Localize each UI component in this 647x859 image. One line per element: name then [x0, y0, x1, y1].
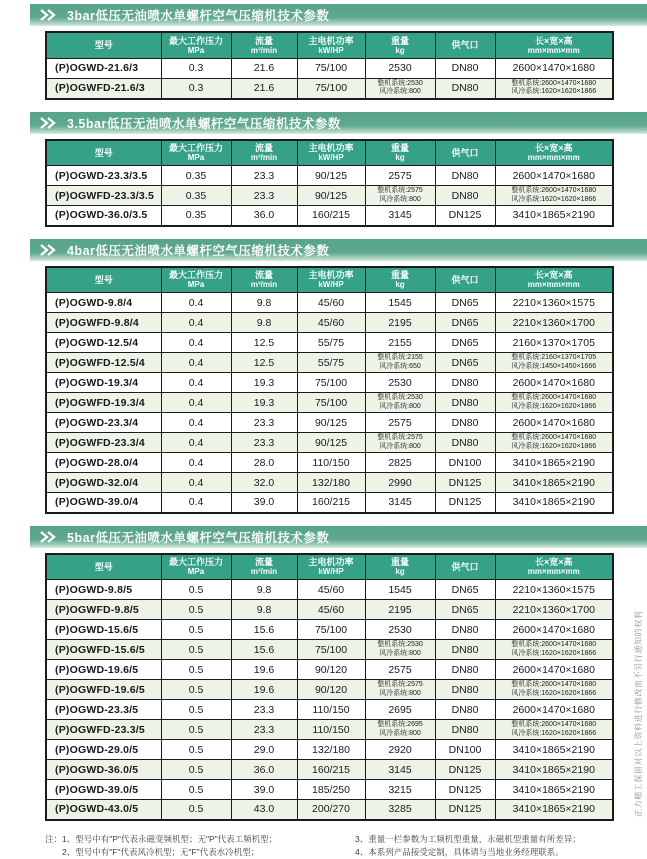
- spec-table: [45, 139, 614, 227]
- table-row: [46, 580, 613, 600]
- table-row: [46, 680, 613, 700]
- column-header-model: 型号: [46, 554, 161, 580]
- cell-dimensions: 整机系统:2160×1370×1705 风冷系统:1450×1450×1666: [495, 353, 613, 373]
- cell-weight: 2195: [365, 600, 435, 620]
- cell-motor-power: 160/215: [297, 206, 365, 226]
- cell-air-outlet: DN80: [435, 78, 495, 99]
- cell-weight: 整机系统:2575 风冷系统:800: [365, 680, 435, 700]
- table-row: [46, 660, 613, 680]
- column-header-motor-power: 主电机功率 kW/HP: [297, 32, 365, 58]
- chevron-icon: [39, 9, 57, 21]
- cell-dimensions: 整机系统:2600×1470×1680 风冷系统:1620×1620×1866: [495, 186, 613, 206]
- table-row: [46, 640, 613, 660]
- table-row: [46, 760, 613, 780]
- column-header-air-outlet: 供气口: [435, 140, 495, 166]
- section-title-bar: [30, 112, 647, 134]
- column-header-motor-power: 主电机功率 kW/HP: [297, 554, 365, 580]
- notes-prefix: 注：: [45, 833, 63, 844]
- table-row: [46, 166, 613, 186]
- cell-weight: 2825: [365, 453, 435, 473]
- cell-max-pressure: 0.5: [161, 680, 231, 700]
- cell-max-pressure: 0.5: [161, 580, 231, 600]
- table-row: [46, 780, 613, 800]
- cell-model: (P)OGWD-28.0/4: [46, 453, 161, 473]
- cell-weight: 3285: [365, 800, 435, 820]
- spec-section: [0, 112, 647, 227]
- cell-max-pressure: 0.5: [161, 720, 231, 740]
- cell-weight: 2695: [365, 700, 435, 720]
- cell-flow: 9.8: [231, 313, 297, 333]
- cell-dimensions: 整机系统:2600×1470×1680 风冷系统:1620×1620×1866: [495, 720, 613, 740]
- cell-weight: 1545: [365, 580, 435, 600]
- section-title: 4bar低压无油喷水单螺杆空气压缩机技术参数: [67, 243, 330, 258]
- table-row: [46, 433, 613, 453]
- column-header-model: 型号: [46, 267, 161, 293]
- cell-motor-power: 132/180: [297, 473, 365, 493]
- cell-dimensions: 3410×1865×2190: [495, 780, 613, 800]
- cell-dimensions: 3410×1865×2190: [495, 493, 613, 513]
- cell-air-outlet: DN80: [435, 700, 495, 720]
- cell-motor-power: 110/150: [297, 453, 365, 473]
- section-title-bar: [30, 4, 647, 26]
- column-header-air-outlet: 供气口: [435, 554, 495, 580]
- column-header-weight: 重量 kg: [365, 554, 435, 580]
- cell-motor-power: 200/270: [297, 800, 365, 820]
- cell-model: (P)OGWFD-23.3/3.5: [46, 186, 161, 206]
- cell-max-pressure: 0.4: [161, 293, 231, 313]
- cell-max-pressure: 0.4: [161, 413, 231, 433]
- cell-model: (P)OGWFD-15.6/5: [46, 640, 161, 660]
- cell-max-pressure: 0.5: [161, 700, 231, 720]
- cell-model: (P)OGWFD-9.8/5: [46, 600, 161, 620]
- cell-max-pressure: 0.5: [161, 780, 231, 800]
- cell-flow: 9.8: [231, 580, 297, 600]
- cell-model: (P)OGWD-23.3/3.5: [46, 166, 161, 186]
- cell-motor-power: 160/215: [297, 760, 365, 780]
- cell-flow: 36.0: [231, 206, 297, 226]
- cell-air-outlet: DN80: [435, 373, 495, 393]
- note-item: 3、重量一栏参数为工频机型重量，永磁机型重量有所差异；: [355, 833, 581, 844]
- section-title-bar: [30, 239, 647, 261]
- cell-model: (P)OGWD-21.6/3: [46, 58, 161, 78]
- cell-weight: 整机系统:2155 风冷系统:650: [365, 353, 435, 373]
- cell-air-outlet: DN80: [435, 640, 495, 660]
- cell-dimensions: 2210×1360×1575: [495, 580, 613, 600]
- cell-flow: 19.3: [231, 373, 297, 393]
- cell-max-pressure: 0.3: [161, 78, 231, 99]
- cell-flow: 39.0: [231, 780, 297, 800]
- column-header-dimensions: 长×宽×高 mm×mm×mm: [495, 140, 613, 166]
- cell-motor-power: 90/125: [297, 413, 365, 433]
- cell-model: (P)OGWD-29.0/5: [46, 740, 161, 760]
- cell-weight: 2920: [365, 740, 435, 760]
- cell-flow: 32.0: [231, 473, 297, 493]
- cell-air-outlet: DN80: [435, 620, 495, 640]
- cell-flow: 39.0: [231, 493, 297, 513]
- cell-motor-power: 75/100: [297, 640, 365, 660]
- cell-motor-power: 45/60: [297, 580, 365, 600]
- cell-motor-power: 75/100: [297, 393, 365, 413]
- cell-weight: 2990: [365, 473, 435, 493]
- section-title-bar: [30, 526, 647, 548]
- cell-max-pressure: 0.35: [161, 186, 231, 206]
- spec-section: [0, 526, 647, 821]
- cell-dimensions: 2210×1360×1700: [495, 313, 613, 333]
- chevron-icon: [39, 244, 57, 256]
- cell-motor-power: 132/180: [297, 740, 365, 760]
- vertical-disclaimer-text: 正力精工保留对以上资料进行修改而不另行通知的权利: [634, 610, 643, 817]
- header-row: [46, 267, 613, 293]
- cell-flow: 21.6: [231, 58, 297, 78]
- cell-motor-power: 90/125: [297, 433, 365, 453]
- column-header-max-pressure: 最大工作压力 MPa: [161, 554, 231, 580]
- cell-air-outlet: DN80: [435, 720, 495, 740]
- table-row: [46, 373, 613, 393]
- cell-max-pressure: 0.35: [161, 206, 231, 226]
- cell-flow: 23.3: [231, 186, 297, 206]
- cell-motor-power: 185/250: [297, 780, 365, 800]
- cell-max-pressure: 0.4: [161, 393, 231, 413]
- cell-dimensions: 整机系统:2600×1470×1680 风冷系统:1620×1620×1866: [495, 640, 613, 660]
- cell-model: (P)OGWD-43.0/5: [46, 800, 161, 820]
- cell-model: (P)OGWD-36.0/3.5: [46, 206, 161, 226]
- table-row: [46, 800, 613, 820]
- cell-max-pressure: 0.4: [161, 493, 231, 513]
- table-row: [46, 720, 613, 740]
- table-row: [46, 78, 613, 99]
- cell-model: (P)OGWFD-23.3/5: [46, 720, 161, 740]
- column-header-flow: 流量 m³/min: [231, 32, 297, 58]
- cell-air-outlet: DN125: [435, 760, 495, 780]
- note-item: 4、本系列产品接受定制，具体请与当地业务经理联系。: [355, 846, 564, 857]
- cell-flow: 12.5: [231, 333, 297, 353]
- cell-air-outlet: DN65: [435, 333, 495, 353]
- cell-max-pressure: 0.5: [161, 600, 231, 620]
- table-row: [46, 313, 613, 333]
- column-header-weight: 重量 kg: [365, 140, 435, 166]
- cell-motor-power: 55/75: [297, 353, 365, 373]
- table-row: [46, 413, 613, 433]
- cell-model: (P)OGWD-36.0/5: [46, 760, 161, 780]
- cell-dimensions: 2210×1360×1575: [495, 293, 613, 313]
- cell-motor-power: 90/125: [297, 166, 365, 186]
- cell-flow: 9.8: [231, 600, 297, 620]
- table-row: [46, 293, 613, 313]
- table-row: [46, 740, 613, 760]
- cell-motor-power: 110/150: [297, 720, 365, 740]
- cell-max-pressure: 0.5: [161, 760, 231, 780]
- cell-motor-power: 75/100: [297, 620, 365, 640]
- spec-section: [0, 239, 647, 514]
- cell-air-outlet: DN65: [435, 580, 495, 600]
- cell-model: (P)OGWFD-23.3/4: [46, 433, 161, 453]
- cell-air-outlet: DN65: [435, 600, 495, 620]
- cell-weight: 3215: [365, 780, 435, 800]
- cell-dimensions: 2600×1470×1680: [495, 660, 613, 680]
- cell-dimensions: 2160×1370×1705: [495, 333, 613, 353]
- cell-weight: 2155: [365, 333, 435, 353]
- column-header-air-outlet: 供气口: [435, 267, 495, 293]
- column-header-model: 型号: [46, 32, 161, 58]
- cell-weight: 3145: [365, 760, 435, 780]
- note-item: 2、型号中有"F"代表风冷机型；无"F"代表水冷机型；: [62, 846, 260, 857]
- cell-motor-power: 45/60: [297, 293, 365, 313]
- cell-flow: 12.5: [231, 353, 297, 373]
- cell-dimensions: 2600×1470×1680: [495, 166, 613, 186]
- table-row: [46, 620, 613, 640]
- cell-model: (P)OGWFD-19.3/4: [46, 393, 161, 413]
- table-row: [46, 58, 613, 78]
- cell-air-outlet: DN80: [435, 413, 495, 433]
- cell-weight: 2530: [365, 58, 435, 78]
- cell-dimensions: 3410×1865×2190: [495, 453, 613, 473]
- cell-model: (P)OGWD-39.0/5: [46, 780, 161, 800]
- cell-air-outlet: DN65: [435, 293, 495, 313]
- cell-model: (P)OGWD-9.8/5: [46, 580, 161, 600]
- spec-table: [45, 31, 614, 100]
- cell-flow: 29.0: [231, 740, 297, 760]
- cell-dimensions: 3410×1865×2190: [495, 800, 613, 820]
- cell-flow: 28.0: [231, 453, 297, 473]
- cell-dimensions: 2600×1470×1680: [495, 700, 613, 720]
- cell-max-pressure: 0.5: [161, 800, 231, 820]
- sections: [0, 4, 647, 821]
- column-header-air-outlet: 供气口: [435, 32, 495, 58]
- cell-dimensions: 3410×1865×2190: [495, 740, 613, 760]
- cell-air-outlet: DN65: [435, 313, 495, 333]
- cell-motor-power: 45/60: [297, 600, 365, 620]
- cell-weight: 2195: [365, 313, 435, 333]
- spec-section: [0, 4, 647, 100]
- cell-flow: 23.3: [231, 166, 297, 186]
- cell-model: (P)OGWD-9.8/4: [46, 293, 161, 313]
- cell-flow: 23.3: [231, 413, 297, 433]
- cell-air-outlet: DN80: [435, 58, 495, 78]
- cell-weight: 2530: [365, 620, 435, 640]
- chevron-icon: [39, 117, 57, 129]
- cell-weight: 整机系统:2695 风冷系统:800: [365, 720, 435, 740]
- cell-dimensions: 3410×1865×2190: [495, 473, 613, 493]
- cell-max-pressure: 0.5: [161, 640, 231, 660]
- cell-max-pressure: 0.3: [161, 58, 231, 78]
- cell-max-pressure: 0.4: [161, 373, 231, 393]
- spec-table: [45, 266, 614, 514]
- section-title: 3.5bar低压无油喷水单螺杆空气压缩机技术参数: [67, 116, 341, 131]
- cell-motor-power: 55/75: [297, 333, 365, 353]
- cell-dimensions: 2210×1360×1700: [495, 600, 613, 620]
- cell-air-outlet: DN125: [435, 800, 495, 820]
- cell-max-pressure: 0.4: [161, 433, 231, 453]
- cell-air-outlet: DN125: [435, 206, 495, 226]
- cell-model: (P)OGWD-23.3/4: [46, 413, 161, 433]
- table-row: [46, 473, 613, 493]
- cell-weight: 3145: [365, 206, 435, 226]
- cell-weight: 2530: [365, 373, 435, 393]
- table-row: [46, 186, 613, 206]
- cell-model: (P)OGWFD-12.5/4: [46, 353, 161, 373]
- cell-model: (P)OGWFD-21.6/3: [46, 78, 161, 99]
- spec-table: [45, 553, 614, 821]
- column-header-max-pressure: 最大工作压力 MPa: [161, 140, 231, 166]
- cell-dimensions: 整机系统:2600×1470×1680 风冷系统:1620×1620×1866: [495, 393, 613, 413]
- cell-air-outlet: DN80: [435, 166, 495, 186]
- cell-max-pressure: 0.4: [161, 353, 231, 373]
- cell-motor-power: 90/120: [297, 680, 365, 700]
- cell-motor-power: 110/150: [297, 700, 365, 720]
- cell-motor-power: 75/100: [297, 58, 365, 78]
- cell-flow: 21.6: [231, 78, 297, 99]
- cell-dimensions: 2600×1470×1680: [495, 58, 613, 78]
- column-header-motor-power: 主电机功率 kW/HP: [297, 140, 365, 166]
- cell-model: (P)OGWD-15.6/5: [46, 620, 161, 640]
- cell-flow: 9.8: [231, 293, 297, 313]
- cell-air-outlet: DN125: [435, 493, 495, 513]
- cell-flow: 19.6: [231, 660, 297, 680]
- table-row: [46, 493, 613, 513]
- cell-motor-power: 75/100: [297, 373, 365, 393]
- cell-weight: 1545: [365, 293, 435, 313]
- cell-weight: 整机系统:2530 风冷系统:800: [365, 393, 435, 413]
- cell-motor-power: 75/100: [297, 78, 365, 99]
- cell-weight: 2575: [365, 166, 435, 186]
- cell-max-pressure: 0.4: [161, 333, 231, 353]
- cell-dimensions: 2600×1470×1680: [495, 373, 613, 393]
- cell-max-pressure: 0.5: [161, 660, 231, 680]
- cell-max-pressure: 0.4: [161, 473, 231, 493]
- cell-flow: 23.3: [231, 700, 297, 720]
- cell-air-outlet: DN100: [435, 453, 495, 473]
- table-row: [46, 353, 613, 373]
- cell-model: (P)OGWD-19.3/4: [46, 373, 161, 393]
- column-header-motor-power: 主电机功率 kW/HP: [297, 267, 365, 293]
- cell-weight: 整机系统:2575 风冷系统:800: [365, 186, 435, 206]
- cell-motor-power: 160/215: [297, 493, 365, 513]
- column-header-flow: 流量 m³/min: [231, 267, 297, 293]
- cell-air-outlet: DN100: [435, 740, 495, 760]
- table-row: [46, 700, 613, 720]
- cell-weight: 整机系统:2575 风冷系统:800: [365, 433, 435, 453]
- cell-model: (P)OGWD-39.0/4: [46, 493, 161, 513]
- cell-model: (P)OGWD-19.6/5: [46, 660, 161, 680]
- cell-max-pressure: 0.5: [161, 620, 231, 640]
- cell-flow: 19.3: [231, 393, 297, 413]
- cell-air-outlet: DN65: [435, 353, 495, 373]
- cell-weight: 3145: [365, 493, 435, 513]
- column-header-dimensions: 长×宽×高 mm×mm×mm: [495, 554, 613, 580]
- header-row: [46, 554, 613, 580]
- column-header-max-pressure: 最大工作压力 MPa: [161, 267, 231, 293]
- cell-weight: 2575: [365, 413, 435, 433]
- cell-flow: 43.0: [231, 800, 297, 820]
- cell-model: (P)OGWFD-9.8/4: [46, 313, 161, 333]
- cell-motor-power: 90/120: [297, 660, 365, 680]
- cell-motor-power: 90/125: [297, 186, 365, 206]
- cell-dimensions: 3410×1865×2190: [495, 760, 613, 780]
- cell-weight: 整机系统:2530 风冷系统:800: [365, 78, 435, 99]
- cell-air-outlet: DN125: [435, 780, 495, 800]
- cell-dimensions: 2600×1470×1680: [495, 413, 613, 433]
- column-header-dimensions: 长×宽×高 mm×mm×mm: [495, 32, 613, 58]
- cell-model: (P)OGWD-23.3/5: [46, 700, 161, 720]
- table-row: [46, 206, 613, 226]
- note-item: 1、型号中有"P"代表永磁变频机型；无"P"代表工频机型；: [62, 833, 278, 844]
- table-row: [46, 393, 613, 413]
- table-row: [46, 453, 613, 473]
- cell-air-outlet: DN80: [435, 433, 495, 453]
- cell-dimensions: 整机系统:2600×1470×1680 风冷系统:1620×1620×1866: [495, 680, 613, 700]
- column-header-flow: 流量 m³/min: [231, 554, 297, 580]
- cell-weight: 整机系统:2530 风冷系统:800: [365, 640, 435, 660]
- section-title: 5bar低压无油喷水单螺杆空气压缩机技术参数: [67, 530, 330, 545]
- column-header-weight: 重量 kg: [365, 267, 435, 293]
- header-row: [46, 32, 613, 58]
- cell-max-pressure: 0.4: [161, 453, 231, 473]
- cell-dimensions: 整机系统:2600×1470×1680 风冷系统:1620×1620×1866: [495, 433, 613, 453]
- cell-air-outlet: DN80: [435, 393, 495, 413]
- cell-max-pressure: 0.5: [161, 740, 231, 760]
- column-header-max-pressure: 最大工作压力 MPa: [161, 32, 231, 58]
- cell-max-pressure: 0.4: [161, 313, 231, 333]
- column-header-dimensions: 长×宽×高 mm×mm×mm: [495, 267, 613, 293]
- cell-dimensions: 整机系统:2600×1470×1680 风冷系统:1620×1620×1866: [495, 78, 613, 99]
- chevron-icon: [39, 531, 57, 543]
- cell-air-outlet: DN125: [435, 473, 495, 493]
- cell-air-outlet: DN80: [435, 186, 495, 206]
- cell-air-outlet: DN80: [435, 660, 495, 680]
- cell-dimensions: 2600×1470×1680: [495, 620, 613, 640]
- cell-model: (P)OGWD-32.0/4: [46, 473, 161, 493]
- cell-flow: 23.3: [231, 433, 297, 453]
- cell-flow: 23.3: [231, 720, 297, 740]
- cell-max-pressure: 0.35: [161, 166, 231, 186]
- cell-dimensions: 3410×1865×2190: [495, 206, 613, 226]
- table-row: [46, 333, 613, 353]
- column-header-weight: 重量 kg: [365, 32, 435, 58]
- cell-flow: 15.6: [231, 640, 297, 660]
- header-row: [46, 140, 613, 166]
- cell-model: (P)OGWD-12.5/4: [46, 333, 161, 353]
- cell-flow: 19.6: [231, 680, 297, 700]
- cell-air-outlet: DN80: [435, 680, 495, 700]
- column-header-model: 型号: [46, 140, 161, 166]
- cell-flow: 15.6: [231, 620, 297, 640]
- cell-motor-power: 45/60: [297, 313, 365, 333]
- cell-model: (P)OGWFD-19.6/5: [46, 680, 161, 700]
- cell-flow: 36.0: [231, 760, 297, 780]
- column-header-flow: 流量 m³/min: [231, 140, 297, 166]
- table-row: [46, 600, 613, 620]
- section-title: 3bar低压无油喷水单螺杆空气压缩机技术参数: [67, 9, 330, 23]
- cell-weight: 2575: [365, 660, 435, 680]
